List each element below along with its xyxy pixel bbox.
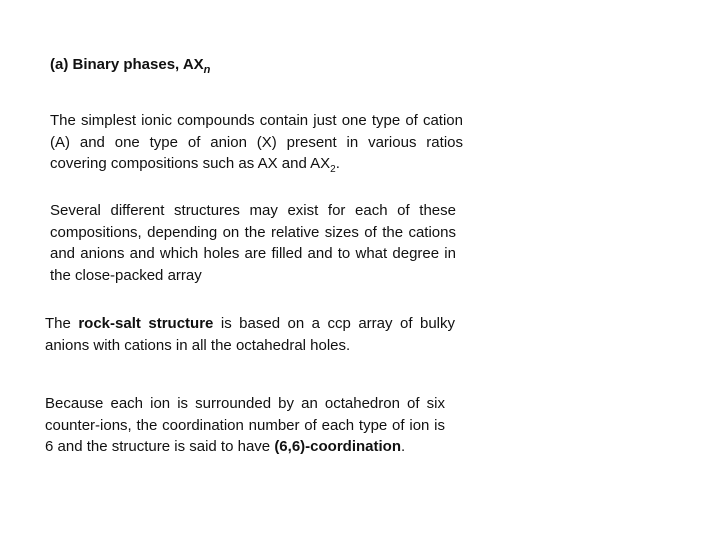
rock-salt-term: rock-salt structure: [78, 315, 214, 332]
paragraph1-period: .: [335, 155, 340, 172]
section-heading: [50, 54, 210, 76]
paragraph1-subscript: 2: [330, 164, 336, 175]
paragraph1-text: The simplest ionic compounds contain just one type of cation (A) and one type of anion (X) present in various ratios covering compositions such as AX and AX: [50, 112, 463, 172]
heading-subscript: n: [203, 64, 211, 76]
paragraph4-text: Because each ion is surrounded by an octahedron of six counter-ions, the coordination number of each type of ion is 6 and the structure is said to have: [45, 395, 445, 455]
paragraph4-end: .: [400, 438, 406, 455]
paragraph-rock-salt: [45, 313, 455, 356]
coordination-term: (6,6)-coordination: [274, 438, 401, 455]
paragraph-several-structures: [50, 200, 456, 286]
paragraph-coordination: [45, 393, 445, 458]
paragraph2-text: Several different structures may exist for each of these compositions, depending on the relative sizes of the cations and anions and which holes are filled and to what degree in the close-packed array: [50, 202, 456, 284]
heading-text: (a) Binary phases, AX: [50, 56, 204, 73]
paragraph3-rest: is based on a ccp array of bulky anions with cations in all the octahedral holes.: [45, 315, 455, 354]
paragraph3-lead: The: [45, 315, 79, 332]
paragraph-simplest-ionic-compounds: [50, 110, 463, 175]
